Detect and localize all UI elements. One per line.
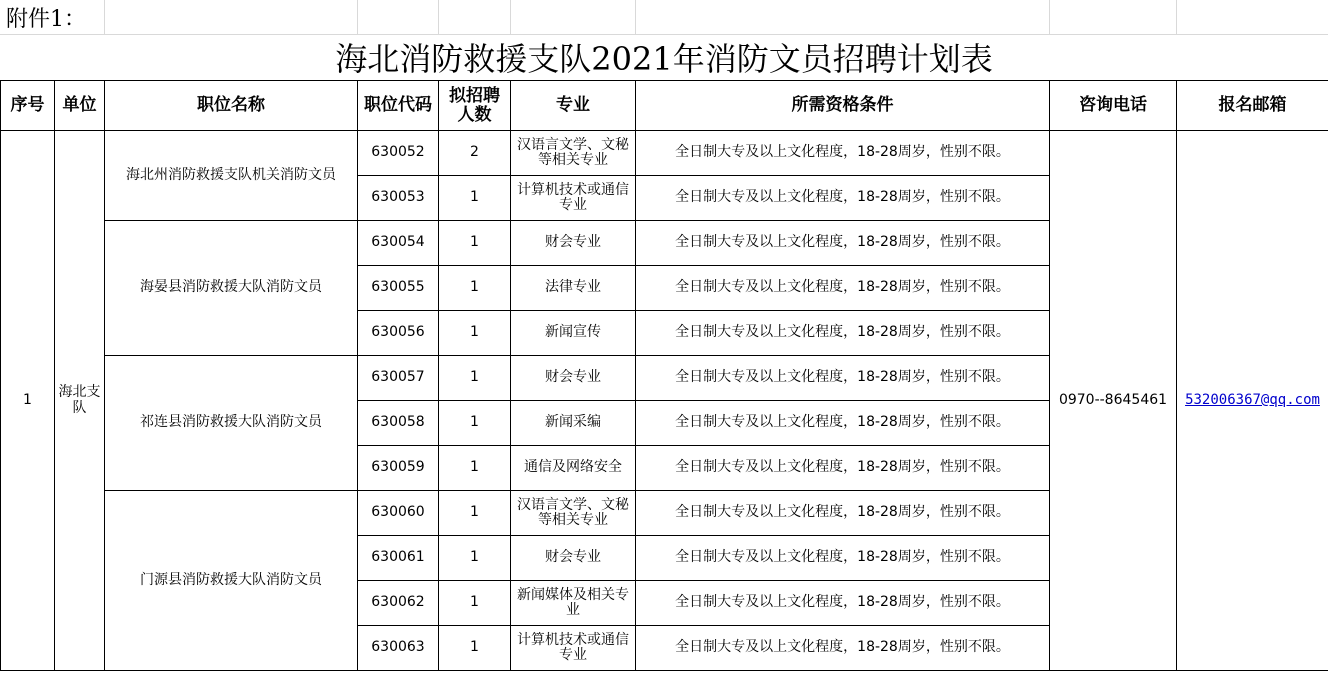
- cell-requirements[interactable]: 全日制大专及以上文化程度，18-28周岁，性别不限。: [636, 446, 1050, 491]
- cell-seq[interactable]: 1: [1, 131, 55, 671]
- cell-position-name[interactable]: 门源县消防救援大队消防文员: [105, 491, 358, 671]
- cell-major[interactable]: 财会专业: [511, 221, 636, 266]
- grid-line: [1049, 0, 1050, 34]
- grid-line: [635, 0, 636, 34]
- cell-recruit-count[interactable]: 1: [439, 536, 511, 581]
- cell-requirements[interactable]: 全日制大专及以上文化程度，18-28周岁，性别不限。: [636, 311, 1050, 356]
- cell-recruit-count[interactable]: 1: [439, 356, 511, 401]
- cell-major[interactable]: 汉语言文学、文秘等相关专业: [511, 131, 636, 176]
- header-recruit-count[interactable]: 拟招聘人数: [439, 81, 511, 131]
- cell-recruit-count[interactable]: 1: [439, 176, 511, 221]
- cell-phone[interactable]: 0970--8645461: [1050, 131, 1177, 671]
- cell-position-name[interactable]: 祁连县消防救援大队消防文员: [105, 356, 358, 491]
- header-email[interactable]: 报名邮箱: [1177, 81, 1328, 131]
- header-phone[interactable]: 咨询电话: [1050, 81, 1177, 131]
- header-major[interactable]: 专业: [511, 81, 636, 131]
- table-row: [1, 131, 1328, 176]
- cell-requirements[interactable]: 全日制大专及以上文化程度，18-28周岁，性别不限。: [636, 176, 1050, 221]
- header-position-name[interactable]: 职位名称: [105, 81, 358, 131]
- cell-major[interactable]: 法律专业: [511, 266, 636, 311]
- cell-major[interactable]: 新闻宣传: [511, 311, 636, 356]
- cell-position-code[interactable]: 630054: [358, 221, 439, 266]
- cell-major[interactable]: 计算机技术或通信专业: [511, 176, 636, 221]
- header-position-code[interactable]: 职位代码: [358, 81, 439, 131]
- cell-requirements[interactable]: 全日制大专及以上文化程度，18-28周岁，性别不限。: [636, 131, 1050, 176]
- cell-position-code[interactable]: 630060: [358, 491, 439, 536]
- cell-recruit-count[interactable]: 1: [439, 446, 511, 491]
- cell-recruit-count[interactable]: 1: [439, 401, 511, 446]
- cell-position-code[interactable]: 630053: [358, 176, 439, 221]
- cell-position-code[interactable]: 630056: [358, 311, 439, 356]
- cell-requirements[interactable]: 全日制大专及以上文化程度，18-28周岁，性别不限。: [636, 221, 1050, 266]
- cell-major[interactable]: 财会专业: [511, 356, 636, 401]
- cell-email[interactable]: 532006367@qq.com: [1177, 131, 1328, 671]
- cell-position-code[interactable]: 630057: [358, 356, 439, 401]
- header-seq[interactable]: 序号: [1, 81, 55, 131]
- cell-requirements[interactable]: 全日制大专及以上文化程度，18-28周岁，性别不限。: [636, 626, 1050, 671]
- cell-recruit-count[interactable]: 1: [439, 221, 511, 266]
- page-title: 海北消防救援支队2021年消防文员招聘计划表: [335, 40, 993, 78]
- cell-recruit-count[interactable]: 1: [439, 311, 511, 356]
- header-requirements[interactable]: 所需资格条件: [636, 81, 1050, 131]
- cell-position-code[interactable]: 630052: [358, 131, 439, 176]
- cell-position-code[interactable]: 630062: [358, 581, 439, 626]
- grid-line: [1176, 0, 1177, 34]
- cell-position-code[interactable]: 630063: [358, 626, 439, 671]
- cell-position-code[interactable]: 630055: [358, 266, 439, 311]
- cell-requirements[interactable]: 全日制大专及以上文化程度，18-28周岁，性别不限。: [636, 401, 1050, 446]
- cell-position-name[interactable]: 海北州消防救援支队机关消防文员: [105, 131, 358, 221]
- grid-line: [438, 0, 439, 34]
- grid-line: [357, 0, 358, 34]
- cell-major[interactable]: 新闻采编: [511, 401, 636, 446]
- cell-recruit-count[interactable]: 1: [439, 626, 511, 671]
- cell-major[interactable]: 财会专业: [511, 536, 636, 581]
- cell-position-code[interactable]: 630061: [358, 536, 439, 581]
- cell-requirements[interactable]: 全日制大专及以上文化程度，18-28周岁，性别不限。: [636, 356, 1050, 401]
- cell-recruit-count[interactable]: 1: [439, 491, 511, 536]
- cell-recruit-count[interactable]: 2: [439, 131, 511, 176]
- cell-major[interactable]: 通信及网络安全: [511, 446, 636, 491]
- header-row: [1, 81, 1328, 131]
- header-unit[interactable]: 单位: [55, 81, 105, 131]
- grid-line: [510, 0, 511, 34]
- cell-requirements[interactable]: 全日制大专及以上文化程度，18-28周岁，性别不限。: [636, 581, 1050, 626]
- cell-position-code[interactable]: 630059: [358, 446, 439, 491]
- cell-requirements[interactable]: 全日制大专及以上文化程度，18-28周岁，性别不限。: [636, 536, 1050, 581]
- cell-requirements[interactable]: 全日制大专及以上文化程度，18-28周岁，性别不限。: [636, 266, 1050, 311]
- cell-requirements[interactable]: 全日制大专及以上文化程度，18-28周岁，性别不限。: [636, 491, 1050, 536]
- cell-recruit-count[interactable]: 1: [439, 581, 511, 626]
- grid-line: [104, 0, 105, 34]
- cell-major[interactable]: 计算机技术或通信专业: [511, 626, 636, 671]
- cell-recruit-count[interactable]: 1: [439, 266, 511, 311]
- cell-position-code[interactable]: 630058: [358, 401, 439, 446]
- cell-major[interactable]: 汉语言文学、文秘等相关专业: [511, 491, 636, 536]
- cell-unit[interactable]: 海北支队: [55, 131, 105, 671]
- attachment-label: 附件1：: [6, 7, 86, 32]
- recruitment-plan-table: [0, 80, 1328, 671]
- cell-position-name[interactable]: 海晏县消防救援大队消防文员: [105, 221, 358, 356]
- cell-major[interactable]: 新闻媒体及相关专业: [511, 581, 636, 626]
